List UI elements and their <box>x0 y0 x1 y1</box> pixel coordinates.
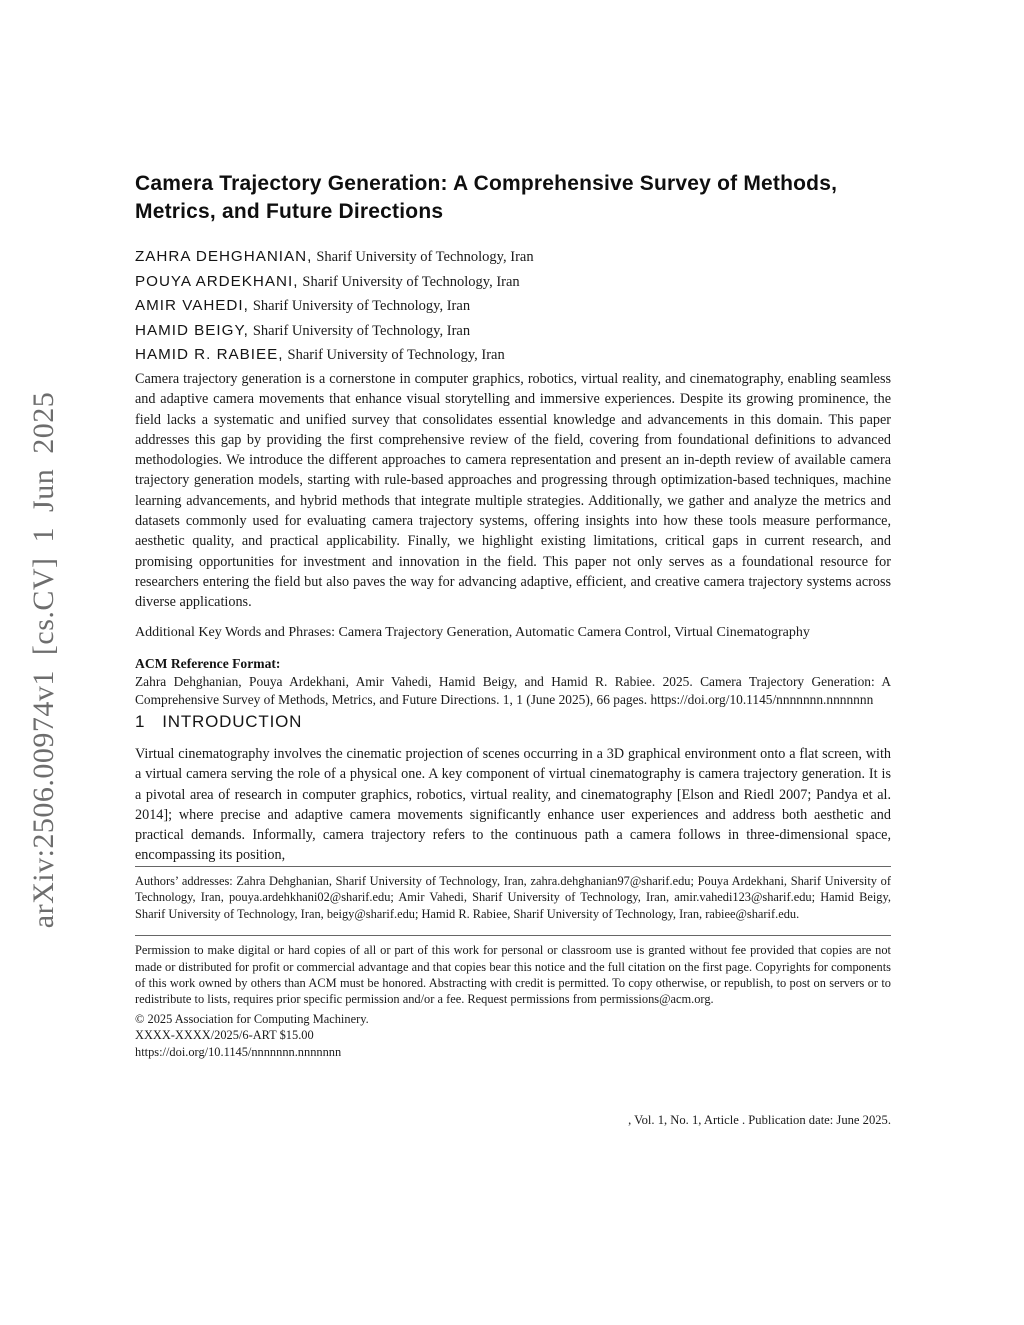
author-name: ZAHRA DEHGHANIAN, <box>135 248 313 265</box>
author-affiliation: Sharif University of Technology, Iran <box>252 322 471 339</box>
footnote-rule-top <box>135 866 891 867</box>
copyright-line: © 2025 Association for Computing Machinery. <box>135 1011 369 1026</box>
acm-reference-label: ACM Reference Format: <box>135 655 281 671</box>
permission-notice: Permission to make digital or hard copies of all or part of this work for personal or classroom use is granted without fee provided that copies are not made or distributed for profit or commercial advantage and that copies bear this notice and the full citation on the first page. Copyrights for components of this work owned by others than ACM must be honored. Abstracting with credit is permitted. To copy otherwise, or republish, to post on servers or to redistribute to lists, requires prior specific permission and/or a fee. Request permissions from permissions@acm.org. <box>135 943 891 1007</box>
author-row <box>135 270 891 295</box>
author-affiliation: Sharif University of Technology, Iran <box>302 273 520 290</box>
arxiv-watermark: arXiv:2506.00974v1 [cs.CV] 1 Jun 2025 <box>27 391 60 929</box>
abstract-text: Camera trajectory generation is a cornerstone in computer graphics, robotics, virtual reality, and cinematography, enabling seamless and adaptive camera movements that enhance visual storytelling and immersive experiences. Despite its growing prominence, the field lacks a systematic and unified survey that consolidates essential knowledge and advancements in this domain. This paper addresses this gap by providing the first comprehensive review of the field, covering from foundational definitions to advanced methodologies. We introduce the different approaches to camera representation and present an in-depth review of available camera trajectory generation models, starting with rule-based approaches and progressing through optimization-based techniques, machine learning advancements, and hybrid methods that integrate multiple strategies. Additionally, we gather and analyze the metrics and datasets commonly used for evaluating camera trajectory systems, offering insights into how these tools measure performance, aesthetic quality, and practical applicability. Finally, we highlight existing limitations, critical gaps in current research, and promising opportunities for investment and innovation in the field. This paper not only serves as a foundational resource for researchers entering the field but also paves the way for advancing adaptive, efficient, and creative camera trajectory systems across diverse applications. <box>135 371 891 611</box>
author-affiliation: Sharif University of Technology, Iran <box>287 347 505 363</box>
issn-price-line: XXXX-XXXX/2025/6-ART $15.00 <box>135 1028 314 1043</box>
introduction-paragraph: Virtual cinematography involves the cinematic projection of scenes occurring in a 3D graphical environment onto a flat screen, with a virtual camera serving the role of a physical one. A key component of virtual cinematography is camera trajectory generation. It is a pivotal area of research in computer graphics, robotics, virtual reality, and cinematography [Elson and Riedl 2007; Pandya et al. 2014]; where precise and adaptive camera movements significantly enhance user experiences and address both aesthetic and practical demands. Informally, camera trajectory refers to the continuous path a camera follows in three-dimensional space, encompassing its position, <box>135 746 891 864</box>
running-footer: , Vol. 1, No. 1, Article . Publication date: June 2025. <box>628 1113 891 1127</box>
author-row <box>135 319 891 344</box>
author-name: AMIR VAHEDI, <box>135 297 249 314</box>
title-author-block <box>135 170 891 368</box>
author-affiliation: Sharif University of Technology, Iran <box>316 249 534 265</box>
section-title: INTRODUCTION <box>162 712 303 731</box>
section-number: 1 <box>135 712 146 731</box>
author-name: POUYA ARDEKHANI, <box>135 272 299 290</box>
acm-reference-format <box>135 655 891 709</box>
author-row <box>135 245 891 270</box>
author-name: HAMID BEIGY, <box>135 321 249 339</box>
doi-line: https://doi.org/10.1145/nnnnnnn.nnnnnnn <box>135 1044 342 1059</box>
author-row <box>135 294 891 319</box>
introduction-section <box>135 712 891 866</box>
author-affiliation: Sharif University of Technology, Iran <box>252 298 471 314</box>
author-name: HAMID R. RABIEE, <box>135 346 284 363</box>
abstract-block <box>135 369 891 709</box>
author-list <box>135 245 891 368</box>
keywords-line: Additional Key Words and Phrases: Camera Trajectory Generation, Automatic Camera Control, Virtual Cinematography <box>135 624 810 640</box>
section-heading <box>135 712 891 732</box>
footnote-rule-bottom <box>135 935 891 936</box>
footnote-area <box>135 866 891 1060</box>
author-row <box>135 343 891 368</box>
paper-title: Camera Trajectory Generation: A Comprehensive Survey of Methods, Metrics, and Future Directions <box>135 172 838 223</box>
authors-addresses: Authors’ addresses: Zahra Dehghanian, Sharif University of Technology, Iran, zahra.dehghanian97@sharif.edu; Pouya Ardekhani, Sharif University of Technology, Iran, pouya.ardehkhani02@sharif.edu; Amir Vahedi, Sharif University of Technology, Iran, amir.vahedi123@sharif.edu; Hamid Beigy, Sharif University of Technology, Iran, beigy@sharif.edu; Hamid R. Rabiee, Sharif University of Technology, Iran, rabiee@sharif.edu. <box>135 874 891 921</box>
acm-reference-text: Zahra Dehghanian, Pouya Ardekhani, Amir Vahedi, Hamid Beigy, and Hamid R. Rabiee. 2025. Camera Trajectory Generation: A Comprehensive Survey of Methods, Metrics, and Future Directions. 1, 1 (June 2025), 66 pages. https://doi.org/10.1145/nnnnnnn.nnnnnnn <box>135 673 891 707</box>
